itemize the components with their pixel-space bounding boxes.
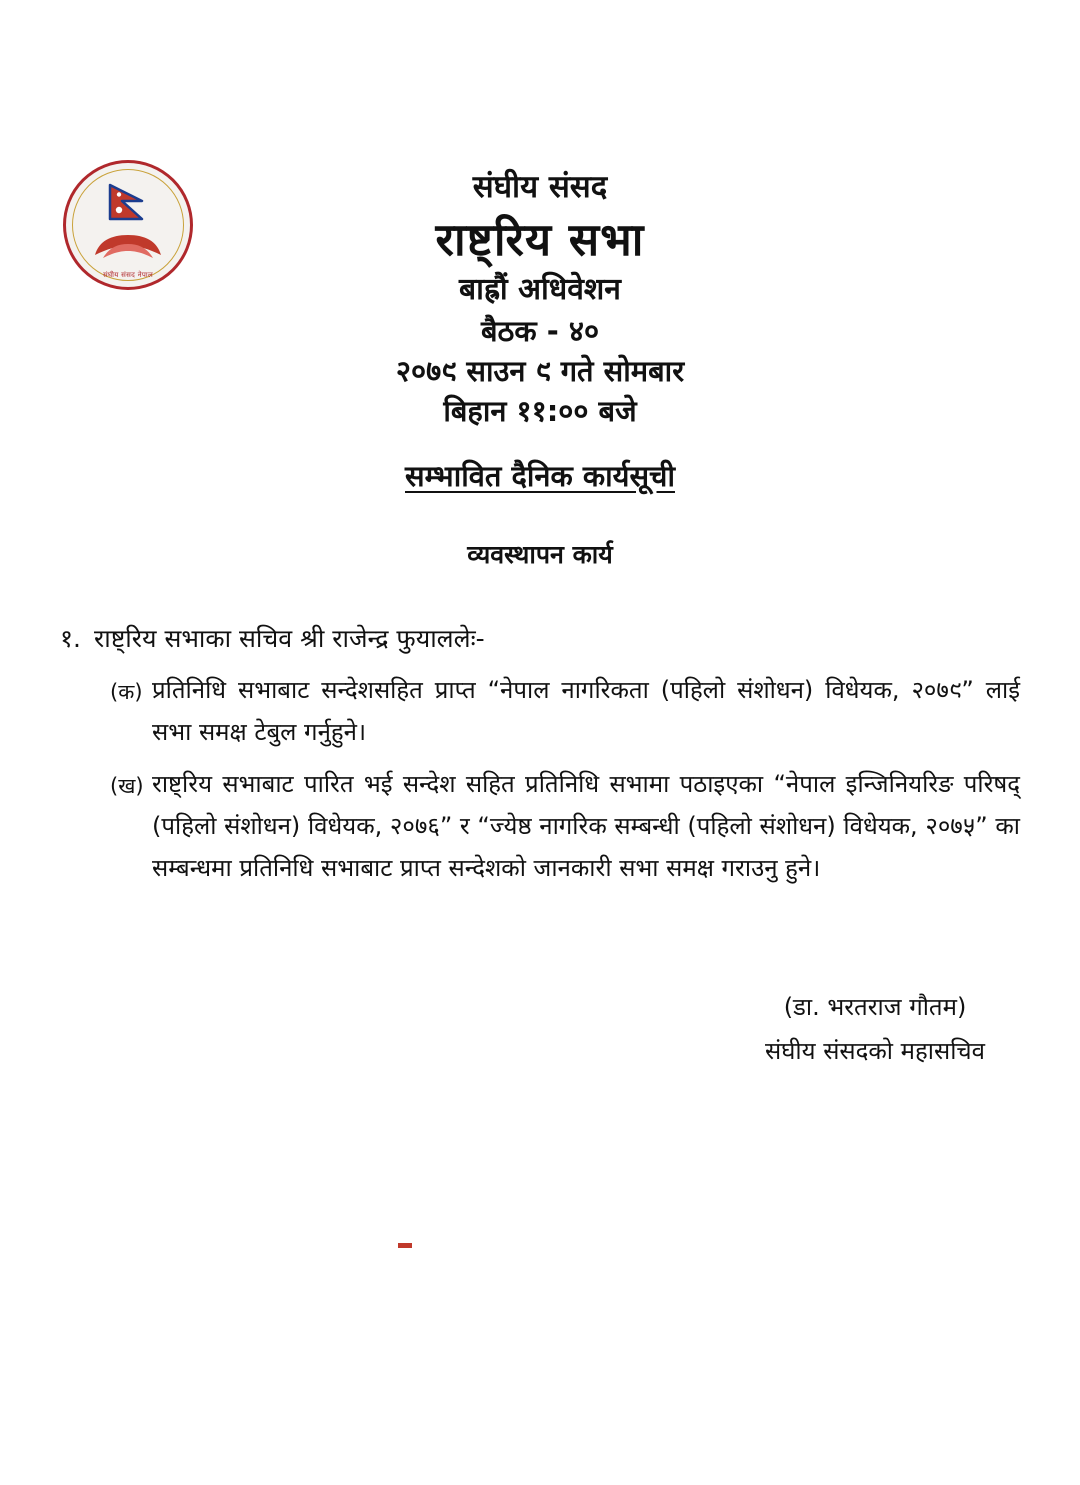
agenda-item-text: राष्ट्रिय सभाका सचिव श्री राजेन्द्र फुयाललेः- bbox=[94, 624, 485, 653]
agenda-sub-item-label: (ख) bbox=[110, 773, 144, 798]
session-label: बाह्रौं अधिवेशन bbox=[459, 272, 621, 307]
signatory-designation: संघीय संसदको महासचिव bbox=[765, 1037, 985, 1066]
agenda-item bbox=[60, 620, 1020, 659]
agenda-sub-item-text: प्रतिनिधि सभाबाट सन्देशसहित प्राप्त “नेपाल नागरिकता (पहिलो संशोधन) विधेयक, २०७९” लाई सभा समक्ष टेबुल गर्नुहुने। bbox=[152, 675, 1020, 746]
emblem-caption: संघीय संसद नेपाल bbox=[102, 271, 154, 279]
agenda-list bbox=[60, 620, 1020, 889]
organization-name: संघीय संसद bbox=[472, 169, 608, 205]
agenda-sub-item-label: (क) bbox=[110, 679, 143, 704]
section-heading: व्यवस्थापन कार्य bbox=[467, 540, 613, 569]
page-title: राष्ट्रिय सभा bbox=[435, 213, 645, 266]
meeting-time: बिहान ११:०० बजे bbox=[443, 394, 637, 428]
agenda-sub-item bbox=[60, 669, 1020, 753]
sitting-number: बैठक - ४० bbox=[480, 314, 600, 348]
agenda-sub-item bbox=[60, 763, 1020, 889]
footer-mark bbox=[398, 1243, 412, 1248]
document-header bbox=[0, 169, 1080, 601]
agenda-item-number: १. bbox=[60, 624, 81, 653]
document-heading: सम्भावित दैनिक कार्यसूची bbox=[405, 459, 675, 493]
agenda-sub-item-text: राष्ट्रिय सभाबाट पारित भई सन्देश सहित प्रतिनिधि सभामा पठाइएका “नेपाल इन्जिनियरिङ परिषद् (पहिलो संशोधन) विधेयक, २०७६” र “ज्येष्ठ नागरिक सम्बन्धी (पहिलो संशोधन) विधेयक, २०७५” का सम्बन्धमा प्रतिनिधि सभाबाट प्राप्त सन्देशको जानकारी सभा समक्ष गराउनु हुने। bbox=[152, 769, 1020, 882]
signatory-name: (डा. भरतराज गौतम) bbox=[783, 993, 967, 1021]
meeting-date: २०७९ साउन ९ गते सोमबार bbox=[395, 354, 685, 388]
signature-block bbox=[765, 985, 985, 1074]
